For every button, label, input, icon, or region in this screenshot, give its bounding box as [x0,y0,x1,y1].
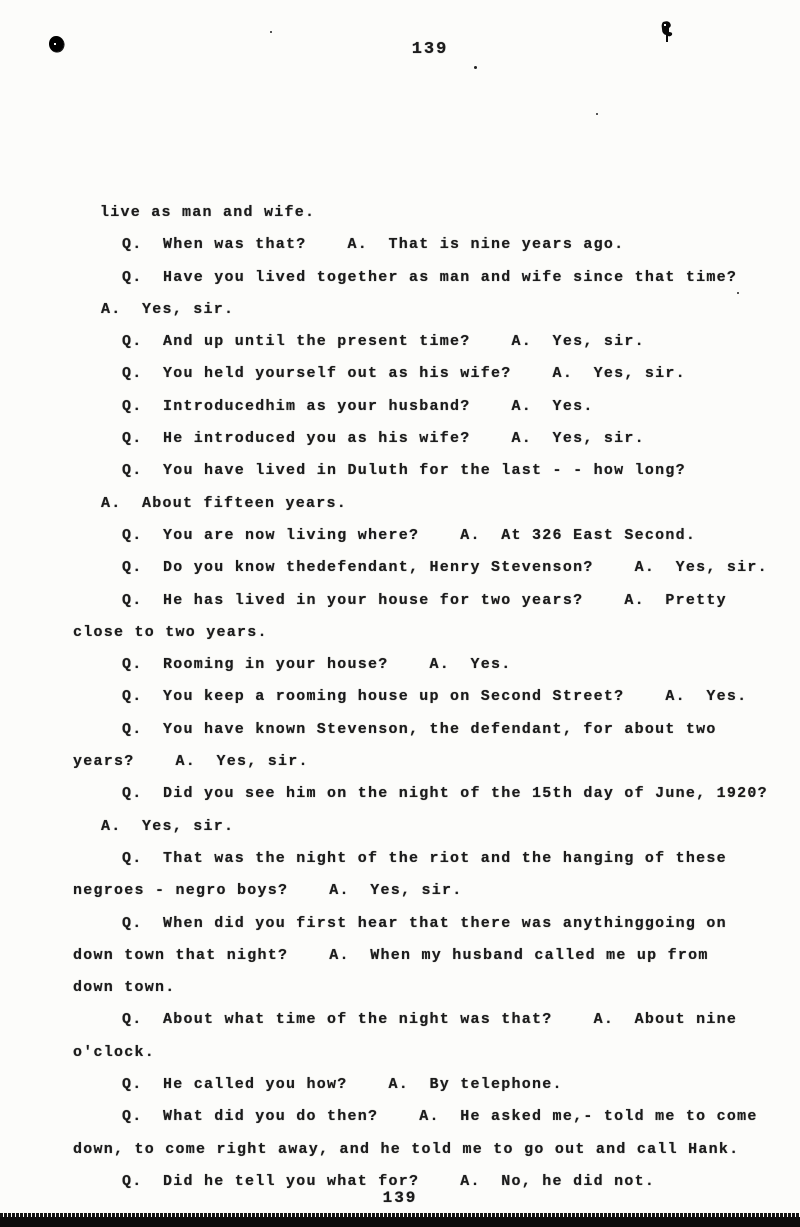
transcript-line: o'clock. [73,1043,156,1061]
transcript-line: negroes - negro boys? A. Yes, sir. [73,882,463,900]
transcript-line: close to two years. [73,623,268,641]
transcript-line: A. Yes, sir. [101,817,235,835]
transcript-line: Q. He has lived in your house for two years? A. Pretty [122,591,727,609]
transcript-line: Q. That was the night of the riot and the hanging of these [122,849,727,867]
transcript-line: Q. You keep a rooming house up on Second Street? A. Yes. [122,688,748,706]
bottom-scan-bar [0,1217,800,1227]
page-number-bottom: 139 [382,1189,418,1207]
transcript-line: Q. What did you do then? A. He asked me,- told me to come [122,1108,758,1126]
transcript-line: down town that night? A. When my husband called me up from [73,946,709,964]
transcript-line: Q. Do you know thedefendant, Henry Stevenson? A. Yes, sir. [122,559,768,577]
page-number-top: 139 [411,40,449,59]
transcript-line: A. About fifteen years. [101,494,348,512]
transcript-line: Q. About what time of the night was that? A. About nine [122,1011,738,1029]
ink-speck [596,113,598,115]
transcript-line: Q. He called you how? A. By telephone. [122,1076,563,1094]
transcript-line: Q. You have known Stevenson, the defendant, for about two [122,720,717,738]
transcript-line: Q. When was that? A. That is nine years ago. [122,236,625,254]
transcript-line: Q. He introduced you as his wife? A. Yes, sir. [122,430,645,448]
transcript-line: Q. You are now living where? A. At 326 East Second. [122,526,697,544]
transcript-line: down, to come right away, and he told me to go out and call Hank. [73,1140,740,1158]
transcript-line: Q. When did you first hear that there was anythinggoing on [122,914,727,932]
ink-speck [270,31,272,33]
transcript-line: Q. Have you lived together as man and wife since that time? [122,268,738,286]
transcript-line: Q. Did you see him on the night of the 15th day of June, 1920? [122,785,768,803]
transcript-line: down town. [73,979,176,997]
ink-smudge-icon [660,20,676,46]
transcript-line: Q. You held yourself out as his wife? A. Yes, sir. [122,365,686,383]
transcript-line: years? A. Yes, sir. [73,753,309,771]
transcript-line: live as man and wife. [100,204,316,221]
transcript-body [0,197,800,1198]
transcript-line: Q. You have lived in Duluth for the last - - how long? [122,462,686,480]
transcript-line: Q. Introducedhim as your husband? A. Yes. [122,397,594,415]
transcript-line: Q. Did he tell you what for? A. No, he did not. [122,1172,656,1190]
transcript-line: A. Yes, sir. [101,300,235,318]
transcript-line: Q. And up until the present time? A. Yes, sir. [122,333,645,351]
ink-speck [474,66,477,69]
transcript-line: Q. Rooming in your house? A. Yes. [122,656,512,674]
